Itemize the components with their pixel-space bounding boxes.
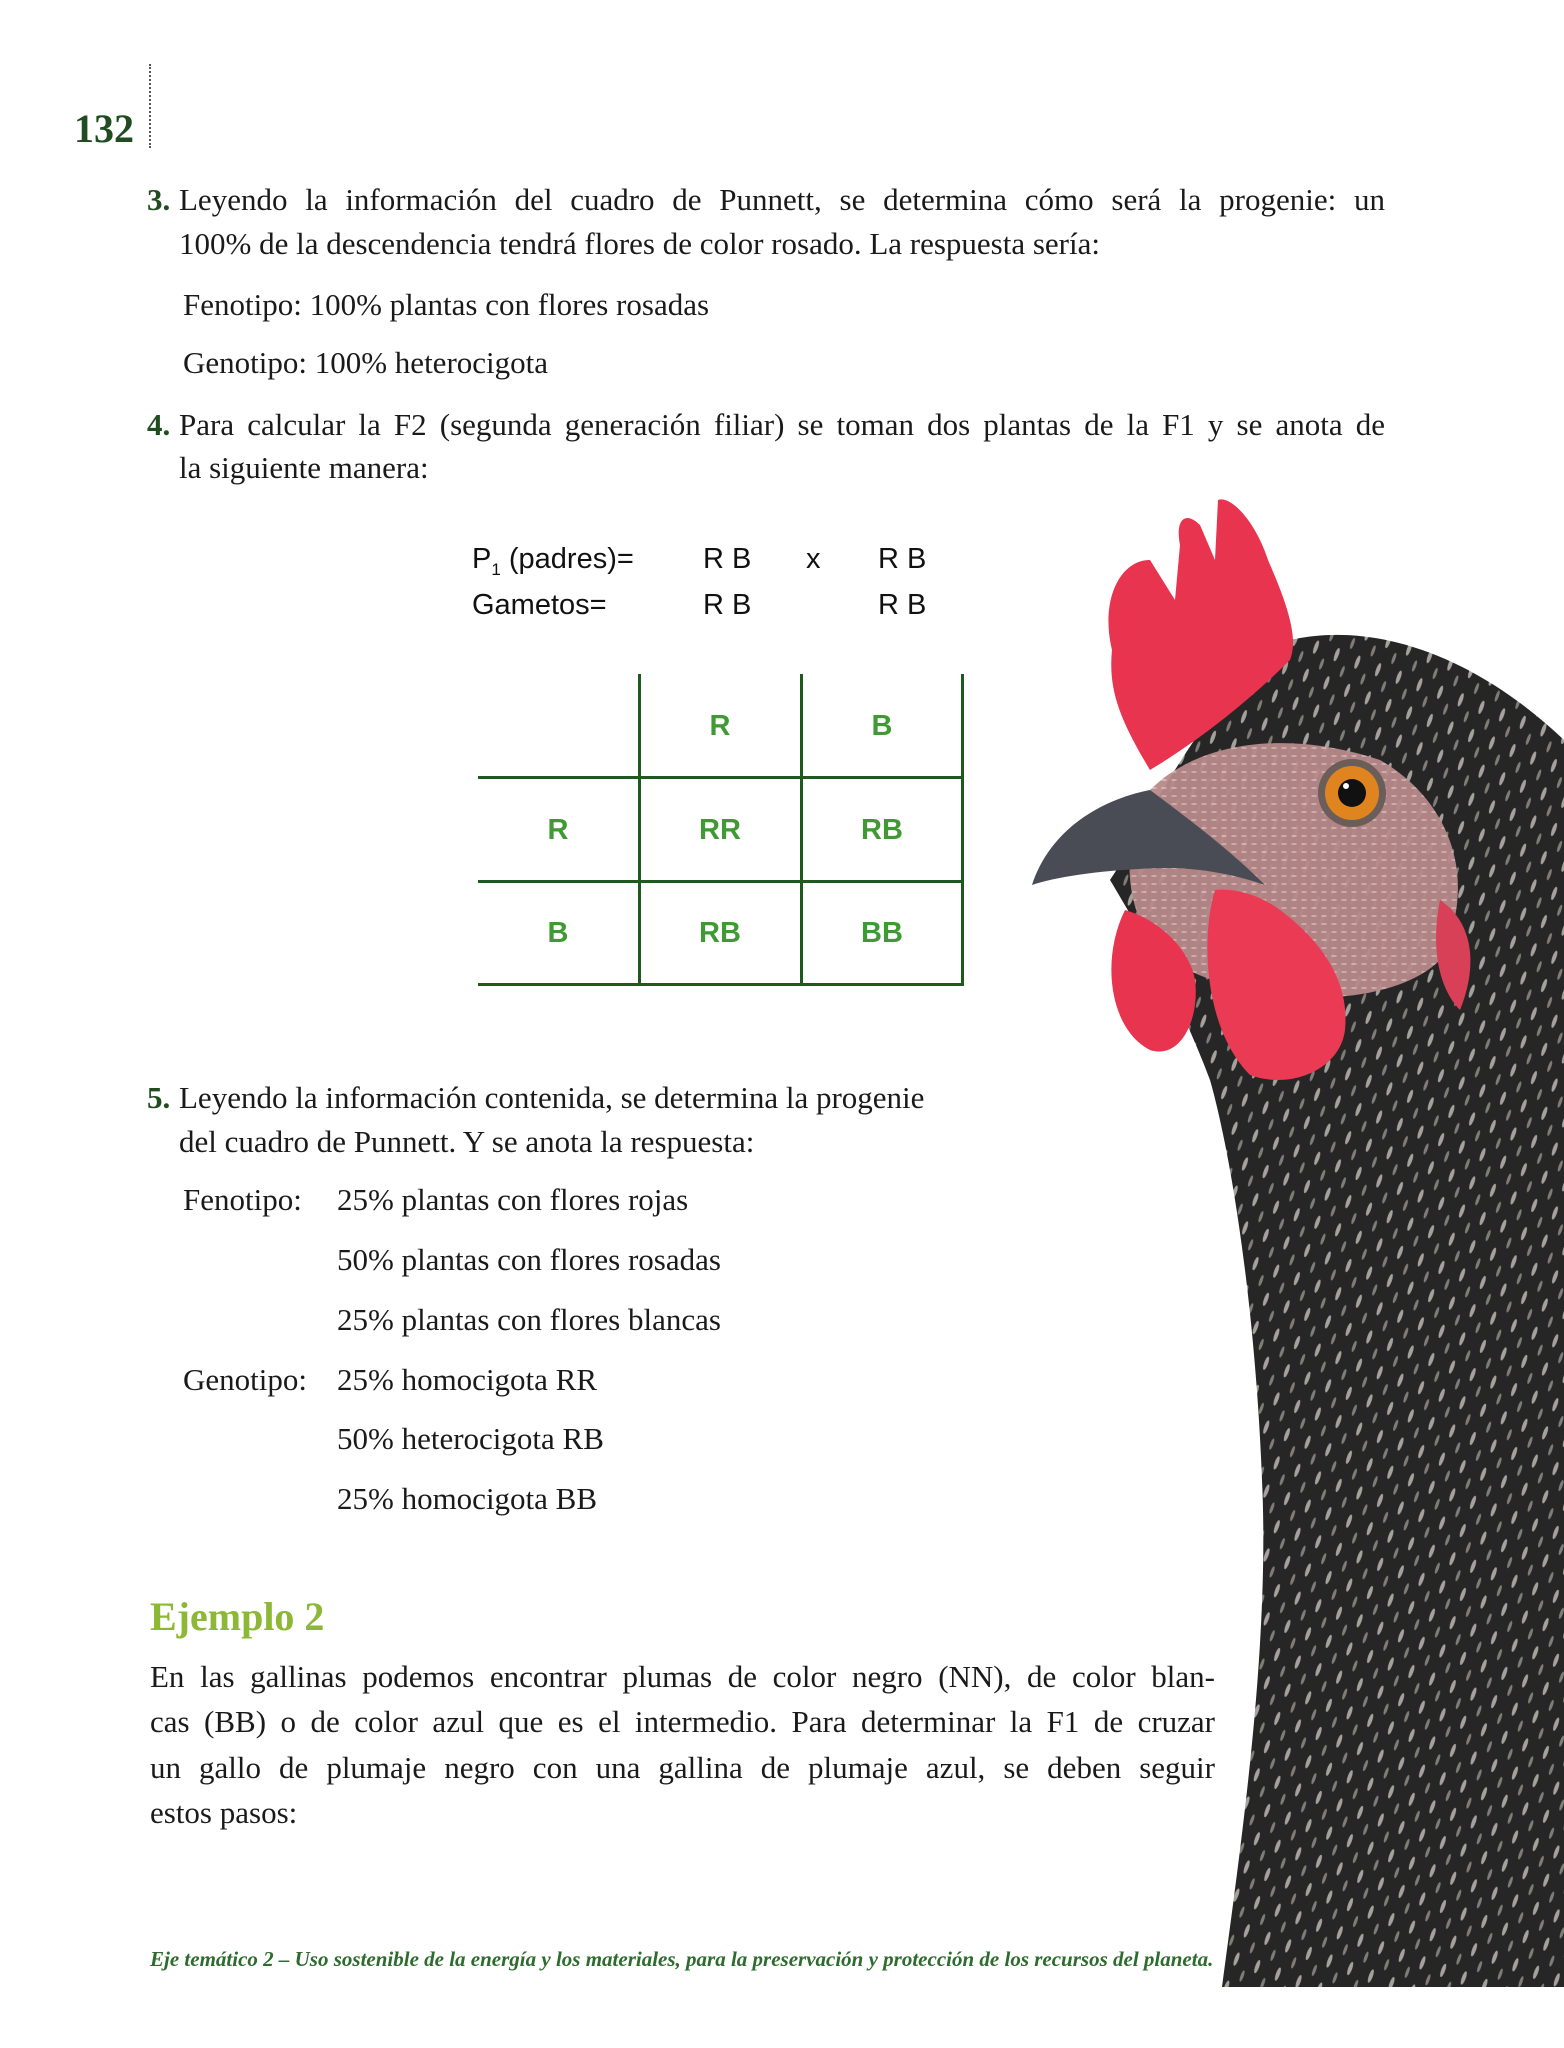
step-3-line-2: 100% de la descendencia tendrá flores de color rosado. La respuesta sería: [179,226,1100,261]
fenotipo-item: 25% plantas con flores rojas [337,1182,689,1217]
step-5-number: 5. [147,1080,171,1115]
gamete-1: R B [703,589,752,621]
gametes-label: Gametos= [472,589,607,621]
fenotipo-label: Fenotipo: [183,1182,302,1217]
step-5-line-1: Leyendo la información contenida, se determina la progenie [179,1080,925,1115]
punnett-cell: BB [861,917,903,949]
footer-theme: Eje temático 2 – Uso sostenible de la energía y los materiales, para la preservación y protección de los recursos del planeta. [150,1947,1214,1971]
page-number-divider [149,64,151,148]
punnett-row-header: R [547,814,569,846]
step-4-line-1: Para calcular la F2 (segunda generación filiar) se toman dos plantas de la F1 y se anota de [179,407,1385,442]
p-letter: P [472,543,492,575]
genotipo-label: Genotipo: [183,1362,307,1397]
punnett-col-header: B [871,710,893,742]
punnett-col-header: R [709,710,731,742]
step-3-genotipo: Genotipo: 100% heterocigota [183,345,549,380]
gamete-2: R B [878,589,927,621]
genotipo-item: 50% heterocigota RB [337,1421,604,1456]
grid-line [478,983,964,986]
cross-symbol: x [806,543,821,575]
parent-1: R B [703,543,752,575]
punnett-row-header: B [547,917,569,949]
example-2-line: estos pasos: [150,1795,298,1830]
step-3-number: 3. [147,182,171,217]
step-5-line-2: del cuadro de Punnett. Y se anota la respuesta: [179,1124,755,1159]
punnett-cell: RB [699,917,741,949]
step-4-number: 4. [147,407,171,442]
page-number: 132 [74,106,134,151]
example-2-line: cas (BB) o de color azul que es el intermedio. Para determinar la F1 de cruzar [150,1704,1215,1739]
step-4-line-2: la siguiente manera: [179,450,429,485]
parents-label [472,541,634,588]
punnett-cell: RB [861,814,903,846]
example-2-heading: Ejemplo 2 [150,1594,325,1639]
fenotipo-item: 50% plantas con flores rosadas [337,1242,721,1277]
example-2-line: un gallo de plumaje negro con una gallina de plumaje azul, se deben seguir [150,1750,1215,1785]
fenotipo-item: 25% plantas con flores blancas [337,1302,721,1337]
p-subscript: 1 [491,559,501,579]
genotipo-item: 25% homocigota BB [337,1481,598,1516]
parent-2: R B [878,543,927,575]
grid-line [478,776,964,779]
genotipo-item: 25% homocigota RR [337,1362,598,1397]
punnett-cell: RR [699,814,741,846]
step-3-line-1: Leyendo la información del cuadro de Punnett, se determina cómo será la progenie: un [179,182,1385,217]
p-rest: (padres)= [500,543,634,575]
step-3-fenotipo: Fenotipo: 100% plantas con flores rosadas [183,287,710,322]
grid-line [478,880,964,883]
example-2-line: En las gallinas podemos encontrar plumas de color negro (NN), de color blan- [150,1659,1215,1694]
